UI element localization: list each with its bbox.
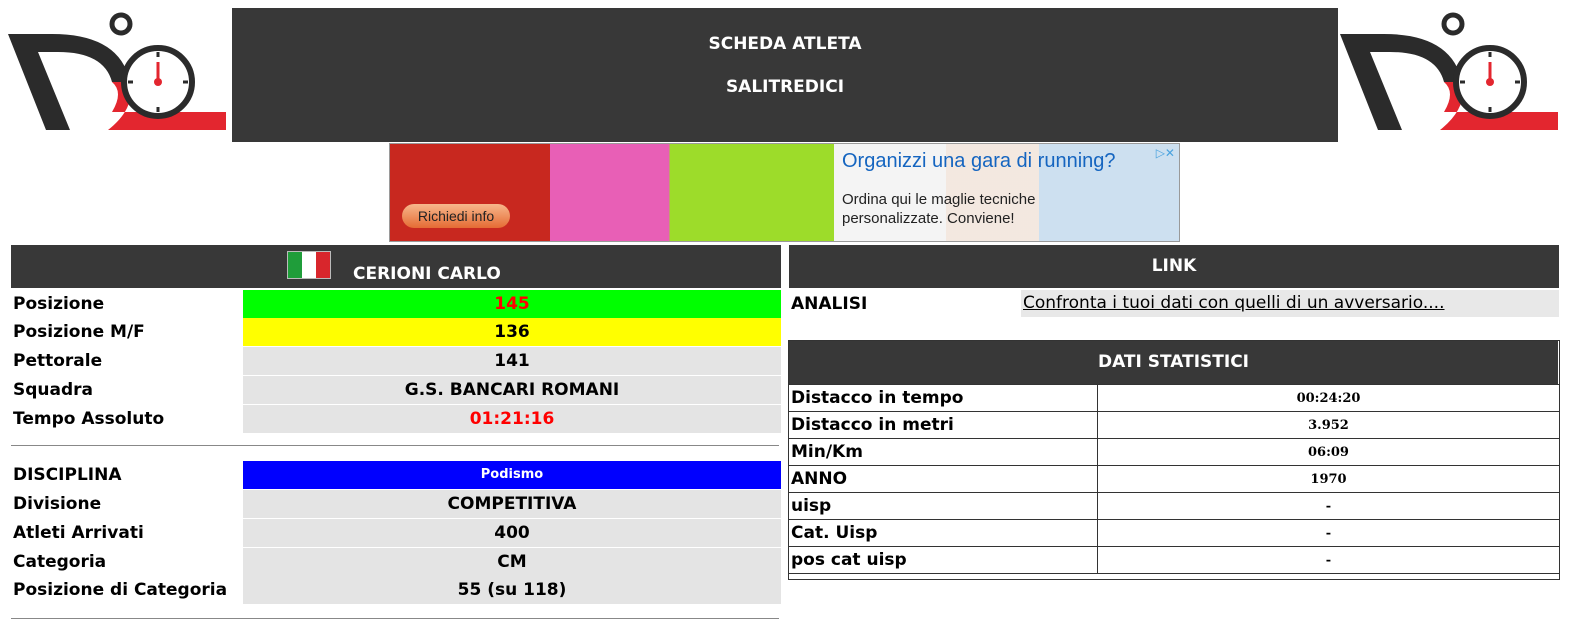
row-pettorale — [11, 347, 781, 375]
compare-opponent-link[interactable]: Confronta i tuoi dati con quelli di un avversario.... — [1021, 290, 1559, 317]
stat-value: 1970 — [1098, 466, 1560, 493]
stat-label: Min/Km — [789, 439, 1098, 466]
row-label: Posizione M/F — [13, 322, 145, 342]
logo-d-shape — [8, 34, 130, 130]
stats-header: DATI STATISTICI — [789, 341, 1558, 384]
stat-value: 00:24:20 — [1098, 385, 1560, 412]
row-tempo-assoluto — [11, 405, 781, 433]
athlete-header — [11, 245, 781, 288]
stat-label: Distacco in tempo — [789, 385, 1098, 412]
table-row — [789, 493, 1560, 520]
ad-request-info-button[interactable]: Richiedi info — [402, 204, 510, 228]
ad-headline[interactable]: Organizzi una gara di running? — [842, 150, 1116, 172]
row-posizione-mf — [11, 318, 781, 346]
divider — [11, 445, 779, 446]
athlete-name: CERIONI CARLO — [353, 264, 501, 284]
row-disciplina — [11, 461, 781, 489]
stat-label: pos cat uisp — [789, 547, 1098, 574]
event-name: SALITREDICI — [725, 77, 845, 97]
stat-value: - — [1098, 520, 1560, 547]
header-banner — [232, 8, 1338, 142]
stat-label: ANNO — [789, 466, 1098, 493]
adchoices-close-icon[interactable]: ▷✕ — [1155, 146, 1175, 160]
row-label: Categoria — [13, 552, 107, 572]
row-value: G.S. BANCARI ROMANI — [243, 376, 781, 404]
dc-logo-left[interactable] — [8, 12, 234, 134]
table-row — [789, 412, 1560, 439]
row-categoria — [11, 548, 781, 576]
analisi-label: ANALISI — [791, 294, 868, 314]
row-atleti-arrivati — [11, 519, 781, 547]
row-value: 400 — [243, 519, 781, 547]
row-squadra — [11, 376, 781, 404]
row-label: Atleti Arrivati — [13, 523, 144, 543]
stat-value: - — [1098, 493, 1560, 520]
table-row — [789, 385, 1560, 412]
stat-label: Cat. Uisp — [789, 520, 1098, 547]
stat-label: uisp — [789, 493, 1098, 520]
row-label: Squadra — [13, 380, 94, 400]
row-label: Posizione di Categoria — [13, 580, 228, 600]
row-value: CM — [243, 548, 781, 576]
italy-flag-icon — [287, 251, 331, 279]
stats-table — [788, 384, 1560, 574]
table-row — [789, 520, 1560, 547]
stat-label: Distacco in metri — [789, 412, 1098, 439]
ad-body: Ordina qui le maglie tecniche personalizzate. Conviene! — [842, 191, 1036, 227]
table-row — [789, 547, 1560, 574]
row-label: Pettorale — [13, 351, 103, 371]
logo-d-shape — [1340, 34, 1462, 130]
page-title: SCHEDA ATLETA — [708, 34, 862, 54]
row-value: 145 — [243, 290, 781, 318]
row-value: 136 — [243, 318, 781, 346]
stat-value: 06:09 — [1098, 439, 1560, 466]
row-label: Posizione — [13, 294, 105, 314]
dc-logo-right[interactable] — [1340, 12, 1566, 134]
row-label: Divisione — [13, 494, 102, 514]
row-value: Podismo — [243, 461, 781, 489]
divider — [11, 618, 779, 619]
ad-banner[interactable] — [389, 143, 1180, 242]
row-label: DISCIPLINA — [13, 465, 122, 485]
row-posizione — [11, 290, 781, 318]
row-value: 01:21:16 — [243, 405, 781, 433]
row-label: Tempo Assoluto — [13, 409, 165, 429]
row-value: 55 (su 118) — [243, 576, 781, 604]
table-row — [789, 466, 1560, 493]
row-posizione-categoria — [11, 576, 781, 604]
link-header: LINK — [789, 245, 1559, 288]
table-row — [789, 439, 1560, 466]
row-divisione — [11, 490, 781, 518]
row-value: COMPETITIVA — [243, 490, 781, 518]
row-value: 141 — [243, 347, 781, 375]
stat-value: - — [1098, 547, 1560, 574]
stat-value: 3.952 — [1098, 412, 1560, 439]
